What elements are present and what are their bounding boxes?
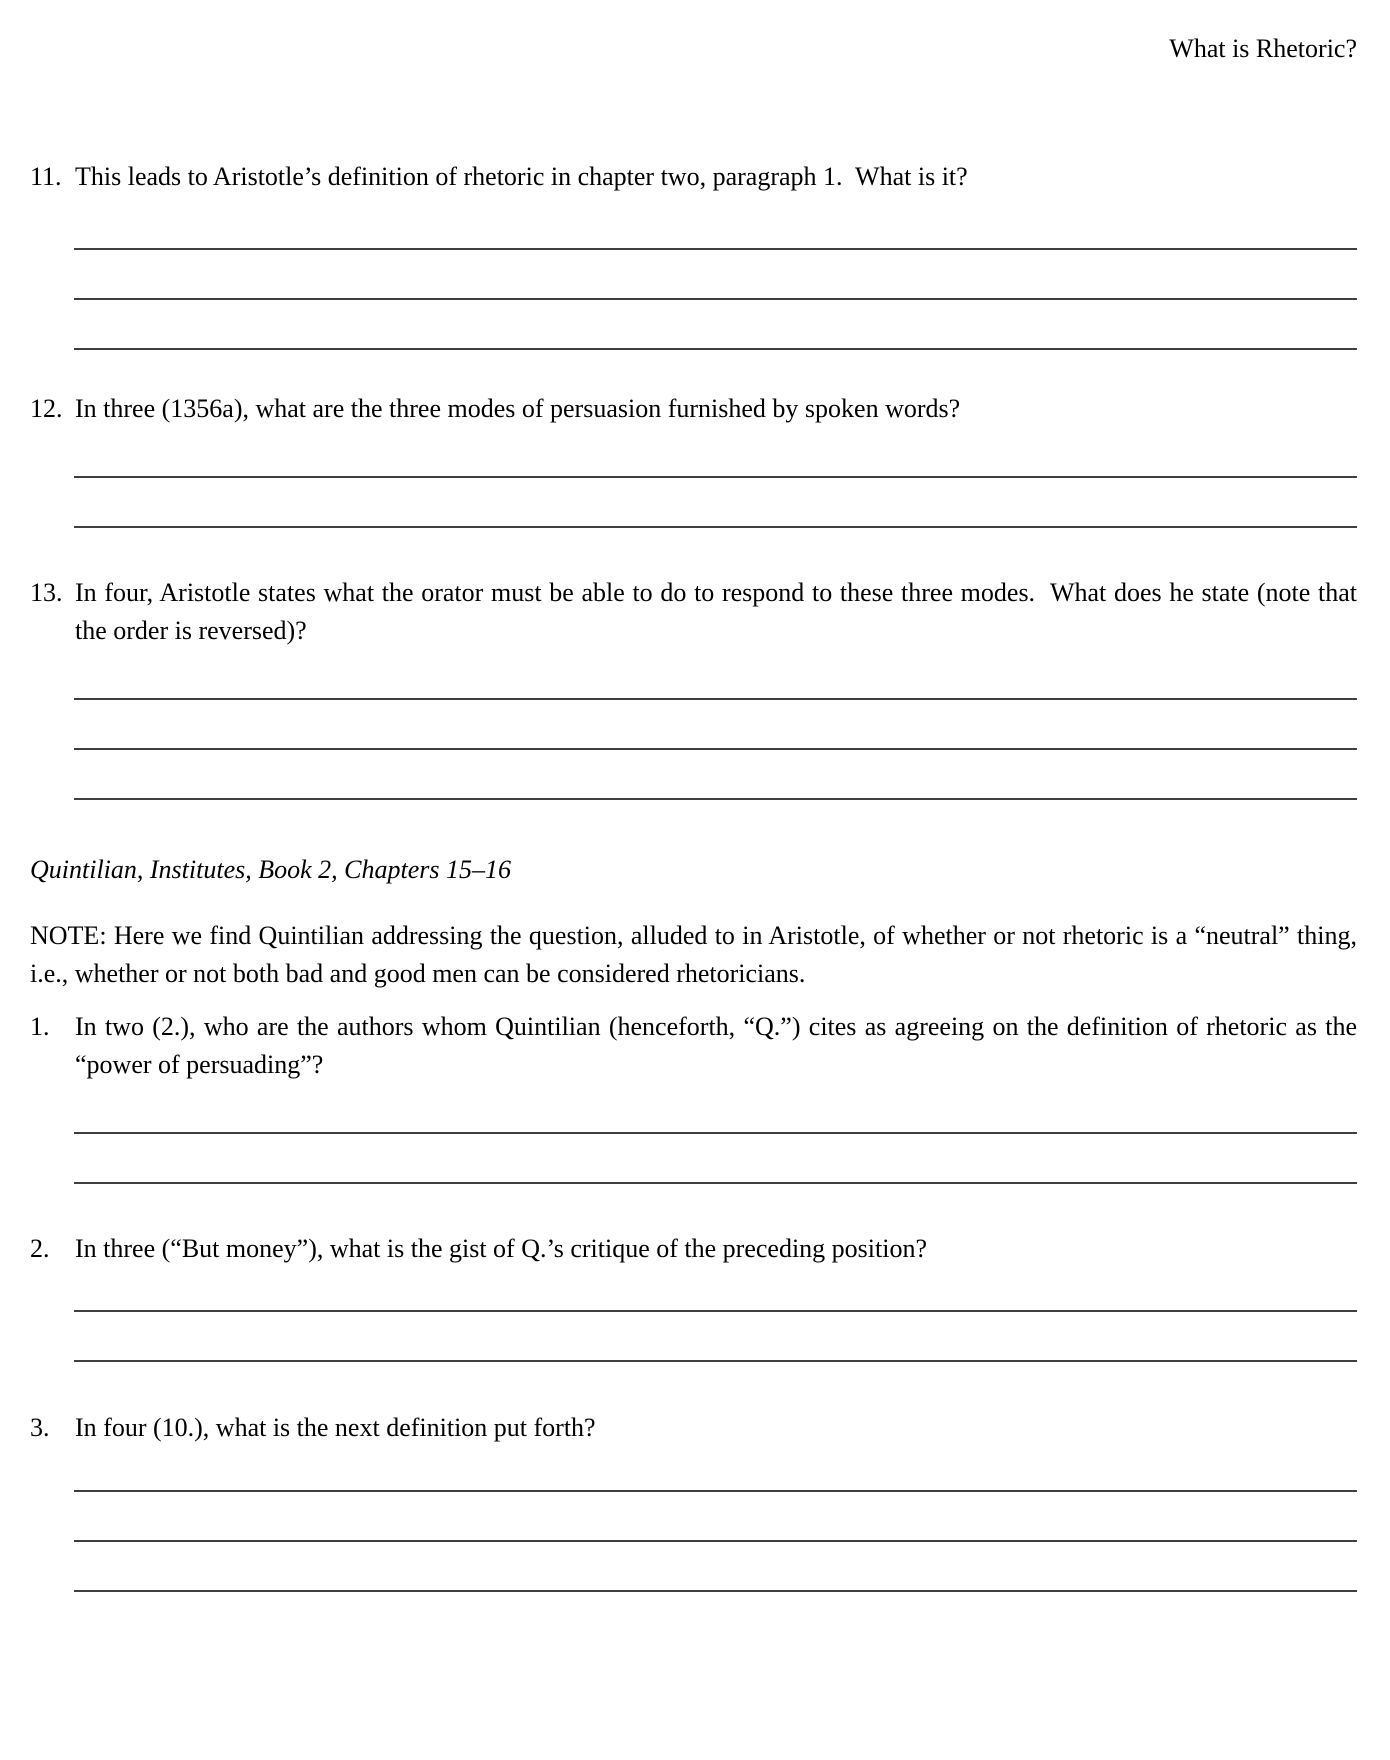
answer-line bbox=[74, 250, 1357, 300]
question-text: In three (1356a), what are the three modes of persuasion furnished by spoken words? bbox=[75, 394, 961, 423]
answer-line bbox=[74, 1492, 1357, 1542]
answer-line bbox=[74, 1262, 1357, 1312]
question-text: In three (“But money”), what is the gist of Q.’s critique of the preceding position? bbox=[75, 1234, 927, 1263]
page-title: What is Rhetoric? bbox=[1169, 34, 1357, 63]
question-number: 11. bbox=[30, 162, 62, 191]
question-item-2 bbox=[30, 1230, 1357, 1268]
answer-line bbox=[74, 1442, 1357, 1492]
answer-lines-group bbox=[74, 1442, 1357, 1592]
answer-line bbox=[74, 1542, 1357, 1592]
question-item-13 bbox=[30, 574, 1357, 650]
question-item-11 bbox=[30, 158, 1357, 196]
question-number: 2. bbox=[30, 1234, 50, 1263]
question-text: In four (10.), what is the next definition put forth? bbox=[75, 1413, 596, 1442]
page-header bbox=[30, 30, 1357, 68]
question-text: In two (2.), who are the authors whom Quintilian (henceforth, “Q.”) cites as agreeing on the definition of rhetoric as the “power of persuading”? bbox=[75, 1012, 1357, 1079]
question-number: 12. bbox=[30, 394, 63, 423]
answer-line bbox=[74, 200, 1357, 250]
answer-lines-group bbox=[74, 200, 1357, 350]
question-item-12 bbox=[30, 390, 1357, 428]
answer-line bbox=[74, 1134, 1357, 1184]
question-text: This leads to Aristotle’s definition of rhetoric in chapter two, paragraph 1. What is it? bbox=[75, 162, 968, 191]
question-number: 3. bbox=[30, 1413, 50, 1442]
answer-line bbox=[74, 1084, 1357, 1134]
answer-line bbox=[74, 428, 1357, 478]
answer-lines-group bbox=[74, 1084, 1357, 1184]
note-paragraph: NOTE: Here we find Quintilian addressing the question, alluded to in Aristotle, of whether or not rhetoric is a “neutral” thing, i.e., whether or not both bad and good men can be considered rhetoricians. bbox=[30, 921, 1357, 988]
answer-line bbox=[74, 700, 1357, 750]
question-number: 1. bbox=[30, 1012, 50, 1041]
question-item-1 bbox=[30, 1008, 1357, 1084]
section-heading: Quintilian, Institutes, Book 2, Chapters 15–16 bbox=[30, 855, 511, 884]
question-item-3 bbox=[30, 1409, 1357, 1447]
answer-lines-group bbox=[74, 650, 1357, 800]
question-text: In four, Aristotle states what the orator must be able to do to respond to these three modes. What does he state (note that the order is reversed)? bbox=[75, 578, 1357, 645]
answer-line bbox=[74, 478, 1357, 528]
answer-line bbox=[74, 1312, 1357, 1362]
answer-line bbox=[74, 300, 1357, 350]
answer-line bbox=[74, 750, 1357, 800]
answer-lines-group bbox=[74, 1262, 1357, 1362]
answer-lines-group bbox=[74, 428, 1357, 528]
question-number: 13. bbox=[30, 578, 63, 607]
answer-line bbox=[74, 650, 1357, 700]
